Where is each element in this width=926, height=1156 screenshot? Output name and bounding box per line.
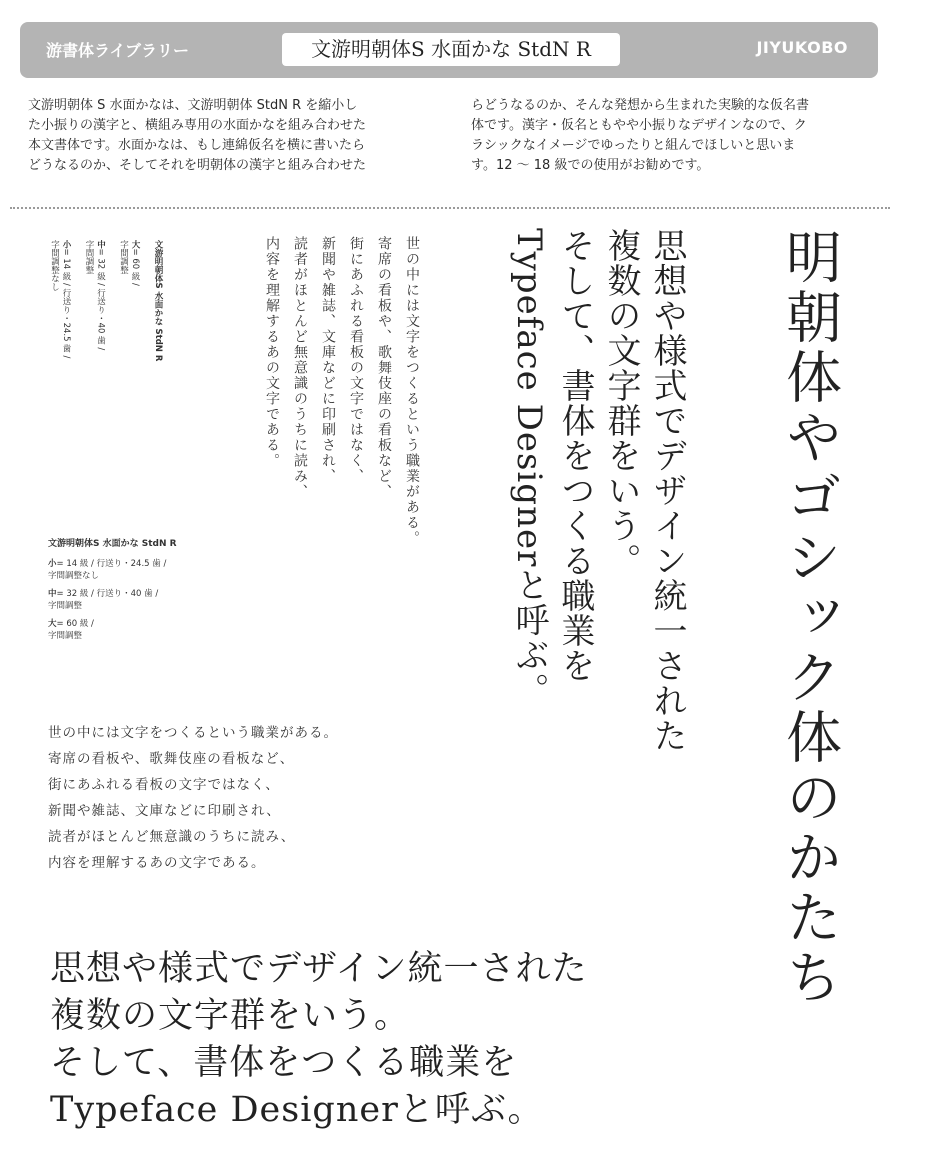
spec-large-vertical: 大= 60 級 /	[130, 240, 140, 286]
specs-name-vertical: 文游明朝体S 水面かな StdN R	[153, 240, 163, 362]
horizontal-body-specimen	[50, 946, 588, 1134]
vertical-small-line: 新聞や雑誌、文庫などに印刷され、	[320, 236, 336, 484]
horizontal-body-line: そして、書体をつくる職業を	[50, 1043, 518, 1083]
intro-line: らどうなるのか、そんな発想から生まれた実験的な仮名書	[471, 98, 810, 113]
vertical-body-line: 複数の文字群をいう。	[601, 228, 641, 578]
horizontal-small-line: 寄席の看板や、歌舞伎座の看板など、	[48, 751, 295, 767]
vertical-body-line: Typeface Designerと呼ぶ。	[509, 228, 549, 708]
specs-name-horizontal: 文游明朝体S 水面かな StdN R	[48, 539, 177, 549]
horizontal-body-line: Typeface Designerと呼ぶ。	[50, 1090, 544, 1130]
intro-line: どうなるのか、そしてそれを明朝体の漢字と組み合わせた	[28, 158, 367, 173]
vertical-specs	[48, 240, 163, 361]
horizontal-specs	[48, 538, 177, 648]
intro-line: 文游明朝体 S 水面かなは、文游明朝体 StdN R を縮小し	[28, 98, 358, 113]
vertical-small-line: 内容を理解するあの文字である。	[264, 236, 280, 469]
spec-medium-horizontal: 中= 32 級 / 行送り・40 歯 / 字間調整	[48, 589, 159, 611]
header-bar	[20, 22, 878, 78]
vertical-small-line: 寄席の看板や、歌舞伎座の看板など、	[376, 236, 392, 500]
brand-name: JIYUKOBO	[756, 38, 848, 57]
dotted-divider	[10, 207, 890, 209]
vertical-small-line: 街にあふれる看板の文字ではなく、	[348, 236, 364, 484]
spec-large-horizontal: 大= 60 級 / 字間調整	[48, 619, 94, 641]
intro-line: 体です。漢字・仮名ともやや小振りなデザインなので、ク	[471, 118, 807, 133]
vertical-small-line: 世の中には文字をつくるという職業がある。	[404, 236, 420, 546]
spec-small-vertical: 小= 14 級 / 行送り・24.5 歯 /	[61, 240, 71, 359]
typeface-title: 文游明朝体S 水面かな StdN R	[282, 33, 620, 66]
horizontal-small-line: 読者がほとんど無意識のうちに読み、	[48, 829, 296, 845]
library-name: 游書体ライブラリー	[46, 41, 190, 60]
vertical-body-line: そして、書体をつくる職業を	[555, 228, 595, 683]
intro-line: 本文書体です。水面かなは、もし連綿仮名を横に書いたら	[28, 138, 365, 153]
spec-small-note-vertical: 字間調整なし	[49, 240, 60, 291]
horizontal-small-specimen	[48, 720, 338, 876]
vertical-body-specimen	[506, 228, 690, 753]
horizontal-body-line: 複数の文字群をいう。	[50, 996, 411, 1036]
intro-column-2	[471, 96, 871, 176]
vertical-title-line: 明朝体やゴシック体のかたち	[777, 228, 842, 1008]
intro-line: す。12 〜 18 級での使用がお勧めです。	[471, 158, 710, 173]
intro-line: た小振りの漢字と、横組み専用の水面かなを組み合わせた	[28, 118, 367, 133]
spec-small-horizontal: 小= 14 級 / 行送り・24.5 歯 / 字間調整なし	[48, 559, 167, 581]
intro-column-1	[28, 96, 428, 176]
intro-line: ラシックなイメージでゆったりと組んでほしいと思いま	[471, 138, 796, 153]
vertical-title-specimen	[776, 228, 842, 1008]
spec-large-note-vertical: 字間調整	[118, 240, 129, 274]
vertical-body-line: 思想や様式でデザイン統一された	[647, 228, 687, 753]
spec-medium-vertical: 中= 32 級 / 行送り・40 歯 /	[95, 240, 106, 351]
vertical-small-line: 読者がほとんど無意識のうちに読み、	[292, 236, 308, 500]
vertical-small-specimen	[258, 236, 426, 546]
horizontal-small-line: 世の中には文字をつくるという職業がある。	[48, 725, 338, 741]
horizontal-body-line: 思想や様式でデザイン統一された	[50, 949, 588, 989]
horizontal-small-line: 内容を理解するあの文字である。	[48, 855, 266, 871]
horizontal-small-line: 街にあふれる看板の文字ではなく、	[48, 777, 280, 793]
spec-medium-note-vertical: 字間調整	[84, 240, 94, 274]
horizontal-small-line: 新聞や雑誌、文庫などに印刷され、	[48, 803, 281, 819]
